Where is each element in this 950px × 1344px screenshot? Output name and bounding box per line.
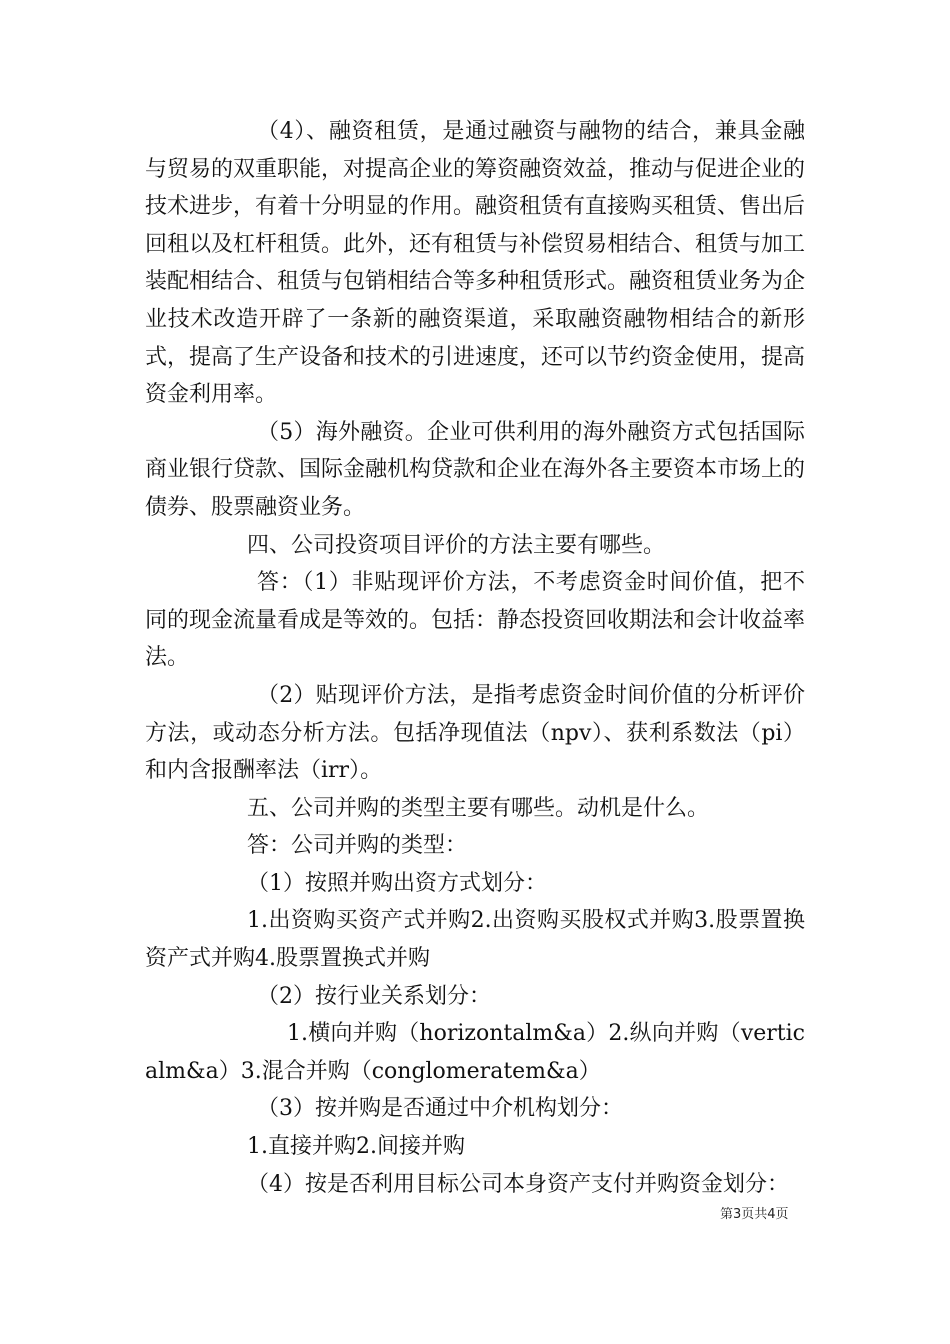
paragraph-by-industry: （2）按行业关系划分： (257, 983, 491, 1009)
heading-investment-evaluation: 四、公司投资项目评价的方法主要有哪些。 (247, 532, 666, 558)
paragraph-merger-answer: 答：公司并购的类型： (247, 833, 468, 859)
paragraph-intermediary-types: 1.直接并购2.间接并购 (247, 1134, 465, 1160)
paragraph-by-intermediary: （3）按并购是否通过中介机构划分： (257, 1096, 623, 1122)
paragraph-non-discount-method: 答：（1）非贴现评价方法，不考虑资金时间价值，把不同的现金流量看成是等效的。包括：静态投资回收期法和会计收益率法。 (145, 570, 806, 671)
paragraph-by-payment-method: （1）按照并购出资方式划分： (247, 870, 547, 896)
document-body (145, 113, 805, 1203)
paragraph-financial-leasing: （4）、融资租赁，是通过融资与融物的结合，兼具金融与贸易的双重职能，对提高企业的筹资融资效益，推动与促进企业的技术进步，有着十分明显的作用。融资租赁有直接购买租赁、售出后回租以及杠杆租赁。此外，还有租赁与补偿贸易相结合、租赁与加工装配相结合、租赁与包销相结合等多种租赁形式。融资租赁业务为企业技术改造开辟了一条新的融资渠道，采取融资融物相结合的新形式，提高了生产设备和技术的引进速度，还可以节约资金使用，提高资金利用率。 (145, 119, 806, 408)
page-number-footer: 第3页共4页 (720, 1207, 789, 1222)
paragraph-industry-types: 1.横向并购（horizontalm&a）2.纵向并购（verticalm&a）3.混合并购（conglomeratem&a） (145, 1021, 805, 1084)
paragraph-by-target-assets: （4）按是否利用目标公司本身资产支付并购资金划分： (247, 1171, 789, 1197)
paragraph-overseas-financing: （5）海外融资。企业可供利用的海外融资方式包括国际商业银行贷款、国际金融机构贷款和企业在海外各主要资本市场上的债券、股票融资业务。 (145, 419, 806, 520)
heading-merger-types: 五、公司并购的类型主要有哪些。动机是什么。 (247, 795, 710, 821)
paragraph-discount-method: （2）贴现评价方法，是指考虑资金时间价值的分析评价方法，或动态分析方法。包括净现值法（npv）、获利系数法（pi）和内含报酬率法（irr）。 (145, 682, 805, 784)
paragraph-payment-types: 1.出资购买资产式并购2.出资购买股权式并购3.股票置换资产式并购4.股票置换式并购 (145, 908, 805, 972)
